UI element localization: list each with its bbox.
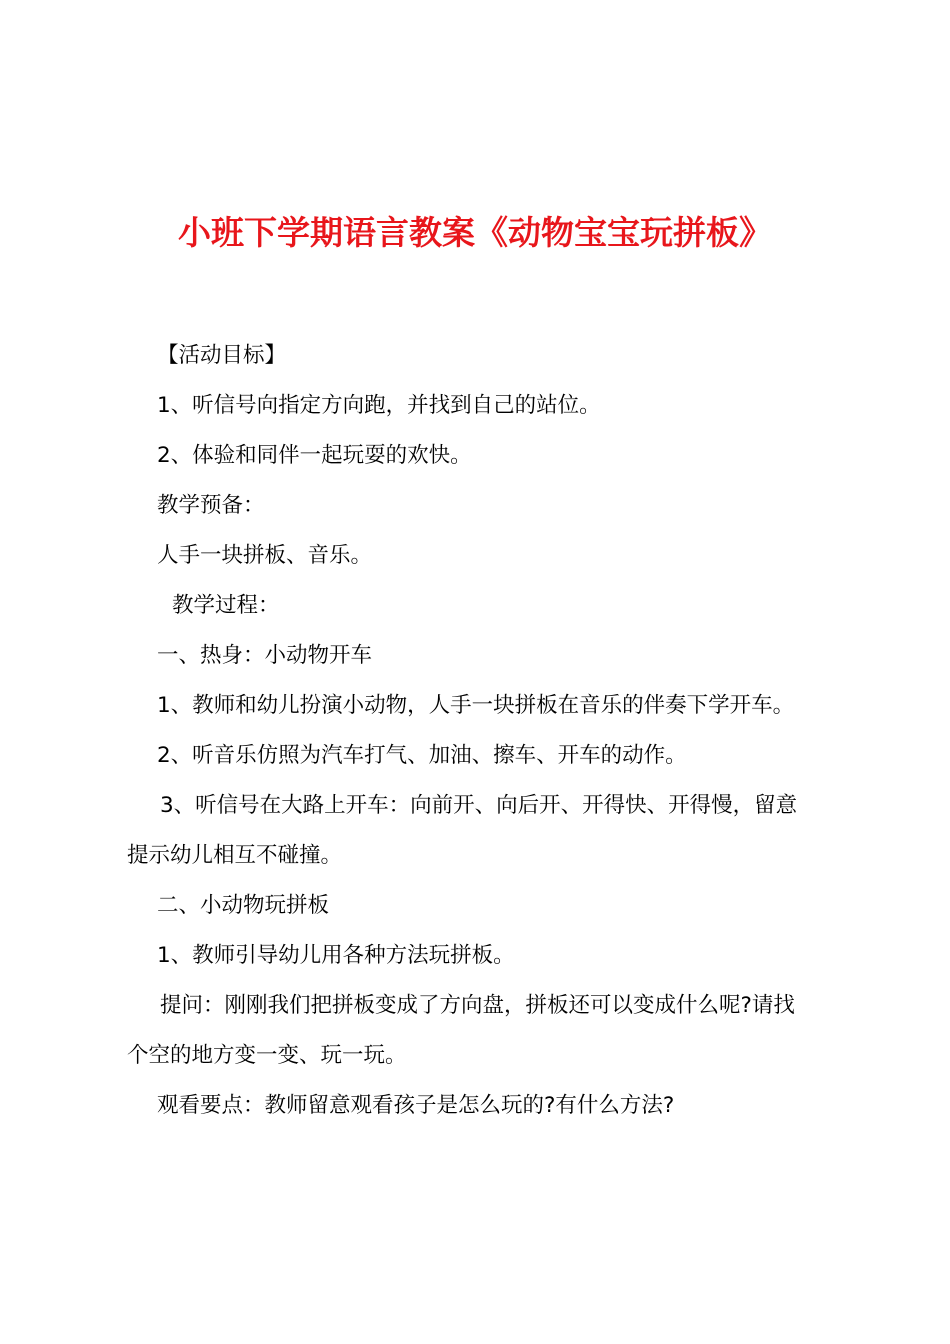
preparation-text: 人手一块拼板、音乐。: [157, 543, 373, 568]
process-part-2-heading: 二、小动物玩拼板: [157, 893, 330, 918]
question-text-cont: 个空的地方变一变、玩一玩。: [127, 1043, 407, 1068]
process-part-1-heading: 一、热身：小动物开车: [157, 643, 373, 668]
process-part-2-step-1: 1、教师引导幼儿用各种方法玩拼板。: [157, 943, 515, 968]
process-part-1-step-2: 2、听音乐仿照为汽车打气、加油、擦车、开车的动作。: [157, 743, 687, 768]
process-part-1-step-3: 3、听信号在大路上开车：向前开、向后开、开得快、开得慢，留意: [160, 793, 798, 818]
section-heading-objectives: 【活动目标】: [157, 343, 287, 368]
question-text: 提问：刚刚我们把拼板变成了方向盘，拼板还可以变成什么呢?请找: [160, 993, 795, 1018]
objective-1: 1、听信号向指定方向跑，并找到自己的站位。: [157, 393, 601, 418]
objective-2: 2、体验和同伴一起玩耍的欢快。: [157, 443, 472, 468]
process-part-1-step-1: 1、教师和幼儿扮演小动物，人手一块拼板在音乐的伴奏下学开车。: [157, 693, 795, 718]
document-title: 小班下学期语言教案《动物宝宝玩拼板》: [178, 213, 772, 252]
section-heading-preparation: 教学预备：: [157, 493, 265, 518]
section-heading-process: 教学过程：: [172, 593, 280, 618]
process-part-1-step-3-cont: 提示幼儿相互不碰撞。: [127, 843, 343, 868]
observation-points: 观看要点：教师留意观看孩子是怎么玩的?有什么方法?: [157, 1093, 675, 1118]
